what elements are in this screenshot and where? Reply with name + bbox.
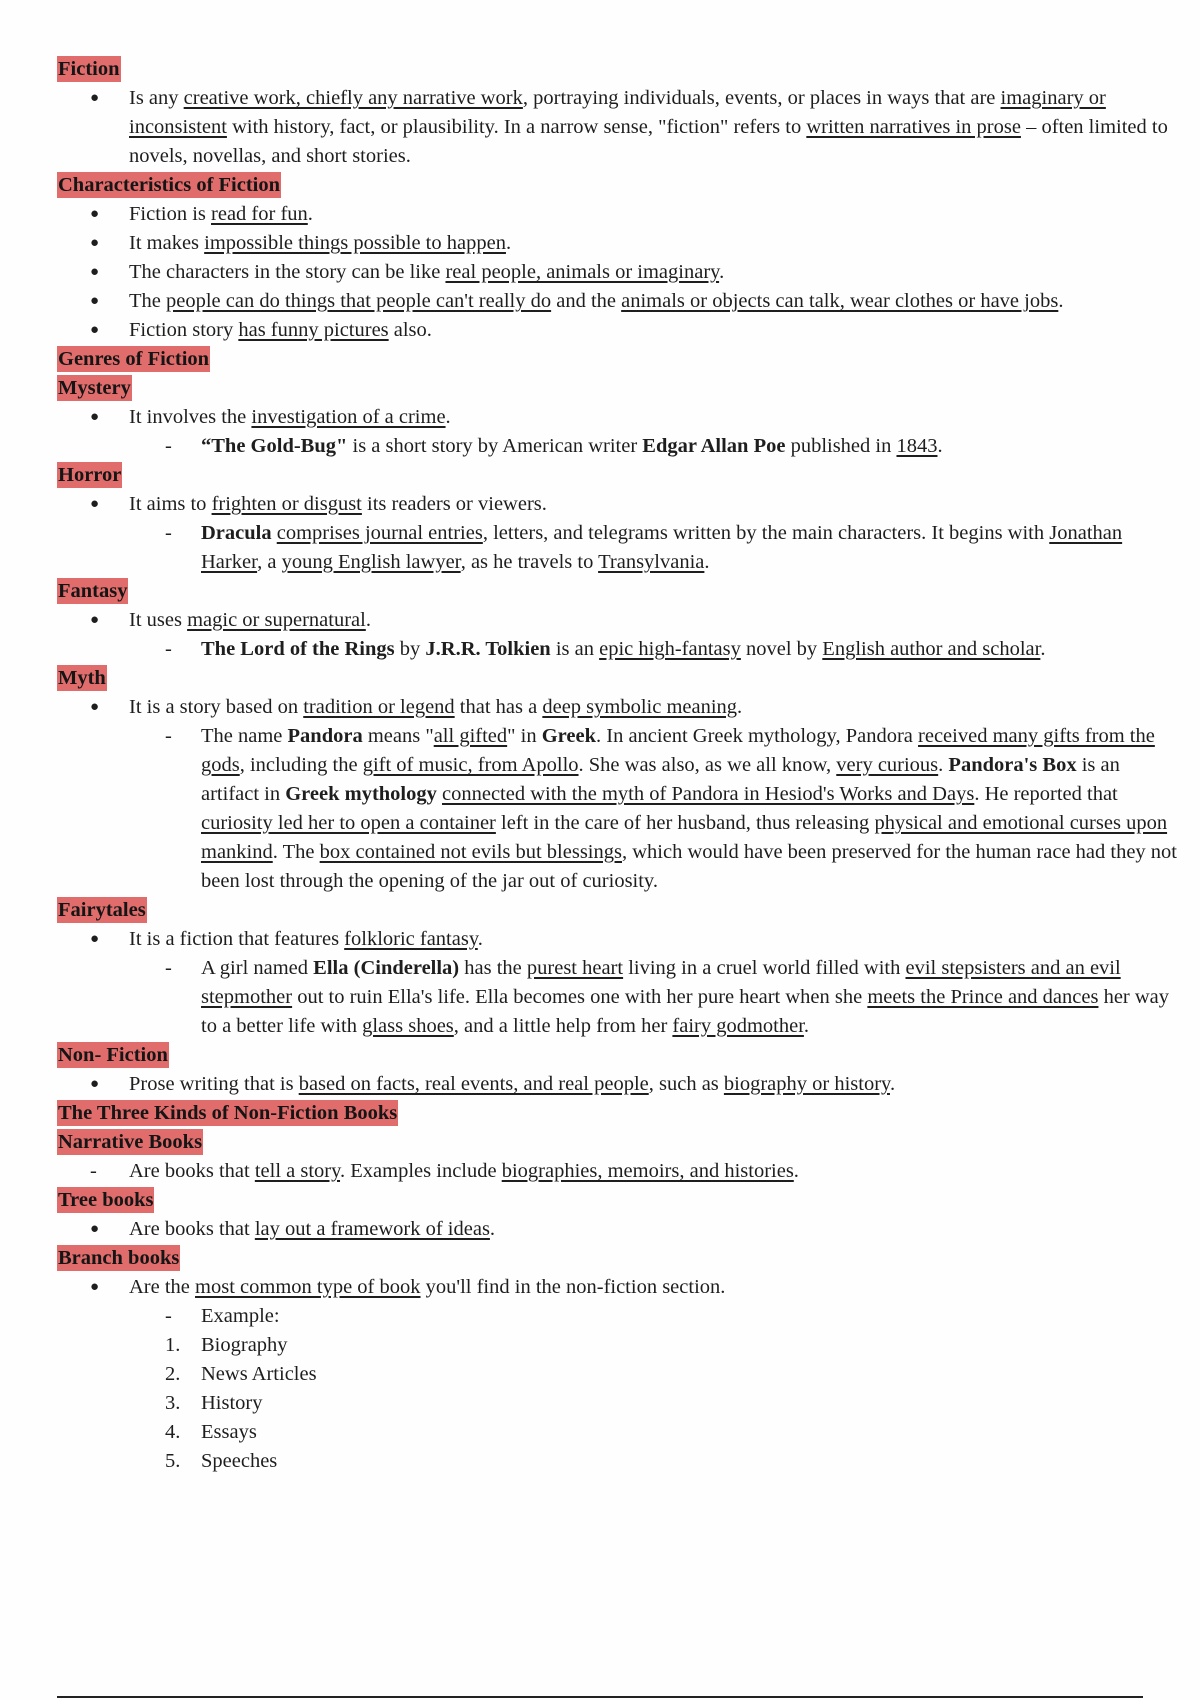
text-run: out to ruin Ella's life. Ella becomes one with her pure heart when she — [292, 986, 868, 1008]
dash-marker: - — [165, 725, 172, 747]
bullet-item — [57, 229, 1177, 258]
sub-item — [57, 954, 1177, 1041]
text-run: has the — [459, 957, 527, 979]
underlined-text: frighten or disgust — [211, 493, 362, 515]
text-run: . — [938, 754, 949, 776]
bullet-marker: ● — [90, 1076, 100, 1092]
text-run: A girl named — [201, 957, 314, 979]
underlined-text: young English lawyer — [281, 551, 461, 573]
underlined-text: 1843 — [896, 435, 938, 457]
text-run: Speeches — [201, 1450, 278, 1472]
dash-marker: - — [90, 1160, 97, 1182]
bullet-marker: ● — [90, 931, 100, 947]
underlined-text: lay out a framework of ideas — [254, 1218, 490, 1240]
bold-text: Dracula — [201, 522, 272, 544]
text-run: Essays — [201, 1421, 257, 1443]
sub-item — [57, 635, 1177, 664]
text-run: left in the care of her husband, thus releasing — [495, 812, 875, 834]
text-run: . She was also, as we all know, — [578, 754, 837, 776]
dash-marker: - — [165, 638, 172, 660]
text-run: also. — [388, 319, 432, 341]
text-run: . — [477, 928, 483, 950]
sub-item — [57, 432, 1177, 461]
heading-row — [57, 1128, 1177, 1157]
numbered-item — [57, 1360, 1177, 1389]
underlined-text: evil stepsisters and an evil stepmother — [201, 957, 1121, 1008]
text-run: . — [803, 1015, 810, 1037]
heading-fiction: Fiction — [58, 58, 120, 80]
text-run: . In ancient Greek mythology, Pandora — [596, 725, 919, 747]
text-run: and the — [551, 290, 622, 312]
underlined-text: has funny pictures — [238, 319, 389, 341]
text-run: . — [445, 406, 451, 428]
heading-row — [57, 345, 1177, 374]
bullet-marker: ● — [90, 206, 100, 222]
bullet-item — [57, 606, 1177, 635]
underlined-text: physical and emotional curses upon mankind — [201, 812, 1168, 863]
list-number: 3. — [165, 1392, 181, 1414]
bullet-marker: ● — [90, 409, 100, 425]
numbered-item — [57, 1389, 1177, 1418]
underlined-text: gift of music, from Apollo — [362, 754, 579, 776]
underlined-text: deep symbolic meaning — [542, 696, 738, 718]
dash-marker: - — [165, 522, 172, 544]
underlined-text: purest heart — [526, 957, 624, 979]
bullet-marker: ● — [90, 699, 100, 715]
text-run: . — [737, 696, 743, 718]
text-run: Example: — [201, 1305, 280, 1327]
text-run: novel by — [740, 638, 823, 660]
text-run: . The — [272, 841, 320, 863]
underlined-text: read for fun — [211, 203, 308, 225]
heading-row — [57, 55, 1177, 84]
heading-row — [57, 1244, 1177, 1273]
text-run: is an — [550, 638, 600, 660]
text-run: , portraying individuals, events, or places in ways that are — [522, 87, 1001, 109]
text-run: by — [394, 638, 426, 660]
dash-marker: - — [165, 1305, 172, 1327]
heading-characteristics: Characteristics of Fiction — [58, 174, 281, 196]
underlined-text: creative work, chiefly any narrative work — [183, 87, 523, 109]
text-run: It aims to — [129, 493, 212, 515]
heading-row — [57, 664, 1177, 693]
heading-fantasy: Fantasy — [58, 580, 128, 602]
text-run: . — [1040, 638, 1046, 660]
underlined-text: investigation of a crime — [251, 406, 446, 428]
underlined-text: most common type of book — [195, 1276, 421, 1298]
text-run: . — [489, 1218, 496, 1240]
text-run: The characters in the story can be like — [129, 261, 446, 283]
text-run: Fiction story — [129, 319, 239, 341]
underlined-text: received many gifts from the gods — [201, 725, 1155, 776]
list-number: 4. — [165, 1421, 181, 1443]
dash-item — [57, 1157, 1177, 1186]
text-run: living in a cruel world filled with — [623, 957, 906, 979]
underlined-text: written narratives in prose — [806, 116, 1021, 138]
text-run: , including the — [239, 754, 363, 776]
text-run: . — [1058, 290, 1064, 312]
bullet-item — [57, 1215, 1177, 1244]
bold-text: J.R.R. Tolkien — [425, 638, 551, 660]
text-run: means " — [362, 725, 434, 747]
text-run: . — [704, 551, 710, 573]
sub-item — [57, 519, 1177, 577]
bullet-marker: ● — [90, 612, 100, 628]
text-run: It makes — [129, 232, 205, 254]
underlined-text: connected with the myth of Pandora in Hesiod's Works and Days — [442, 783, 975, 805]
heading-narrative-books: Narrative Books — [58, 1131, 203, 1153]
underlined-text: glass shoes — [362, 1015, 454, 1037]
text-run: It is a story based on — [129, 696, 304, 718]
text-run: . — [505, 232, 512, 254]
underlined-text: imaginary or inconsistent — [129, 87, 1106, 138]
bullet-item — [57, 1070, 1177, 1099]
heading-row — [57, 577, 1177, 606]
bullet-item — [57, 200, 1177, 229]
heading-tree-books: Tree books — [58, 1189, 154, 1211]
underlined-text: tell a story — [254, 1160, 341, 1182]
underlined-text: English author and scholar — [822, 638, 1041, 660]
bullet-marker: ● — [90, 293, 100, 309]
underlined-text: Transylvania — [598, 551, 705, 573]
text-run: . He reported that — [974, 783, 1118, 805]
text-run: . — [307, 203, 313, 225]
heading-genres: Genres of Fiction — [58, 348, 210, 370]
heading-row — [57, 1186, 1177, 1215]
heading-non-fiction: Non- Fiction — [58, 1044, 168, 1066]
bold-text: Ella (Cinderella) — [313, 957, 460, 979]
heading-row — [57, 1099, 1177, 1128]
bullet-item — [57, 925, 1177, 954]
bold-text: Edgar Allan Poe — [642, 435, 786, 457]
text-run: History — [201, 1392, 263, 1414]
text-run: Biography — [201, 1334, 288, 1356]
heading-fairytales: Fairytales — [58, 899, 146, 921]
text-run: published in — [785, 435, 897, 457]
text-run: , as he travels to — [460, 551, 599, 573]
list-number: 5. — [165, 1450, 181, 1472]
text-run: , which would have been preserved for the human race had they not been lost through the opening of the jar out of curiosity. — [201, 841, 1178, 892]
text-run: , and a little help from her — [453, 1015, 673, 1037]
bullet-marker: ● — [90, 496, 100, 512]
document-body — [57, 55, 1177, 1476]
text-run: Fiction is — [129, 203, 212, 225]
bullet-item — [57, 287, 1177, 316]
text-run: It involves the — [129, 406, 252, 428]
underlined-text: tradition or legend — [303, 696, 455, 718]
bullet-marker: ● — [90, 235, 100, 251]
numbered-item — [57, 1418, 1177, 1447]
text-run: . — [793, 1160, 799, 1182]
text-run: Are books that — [129, 1160, 255, 1182]
text-run: with history, fact, or plausibility. In a narrow sense, "fiction" refers to — [226, 116, 807, 138]
underlined-text: box contained not evils but blessings — [319, 841, 622, 863]
underlined-text: curiosity led her to open a container — [201, 812, 496, 834]
bold-text: Greek mythology — [285, 783, 437, 805]
underlined-text: comprises journal entries — [276, 522, 483, 544]
numbered-item — [57, 1447, 1177, 1476]
heading-horror: Horror — [58, 464, 122, 486]
bullet-marker: ● — [90, 1279, 100, 1295]
heading-three-kinds: The Three Kinds of Non-Fiction Books — [58, 1102, 398, 1124]
bullet-item — [57, 1273, 1177, 1302]
heading-row — [57, 1041, 1177, 1070]
bold-text: Pandora's Box — [948, 754, 1077, 776]
underlined-text: biographies, memoirs, and histories — [501, 1160, 794, 1182]
text-run: Are books that — [129, 1218, 255, 1240]
underlined-text: magic or supernatural — [187, 609, 366, 631]
text-run: Prose writing that is — [129, 1073, 299, 1095]
heading-row — [57, 896, 1177, 925]
heading-mystery: Mystery — [58, 377, 131, 399]
bullet-marker: ● — [90, 322, 100, 338]
underlined-text: animals or objects can talk, wear clothes or have jobs — [621, 290, 1059, 312]
bullet-item — [57, 490, 1177, 519]
heading-row — [57, 461, 1177, 490]
underlined-text: fairy godmother — [672, 1015, 804, 1037]
underlined-text: impossible things possible to happen — [204, 232, 506, 254]
text-run: you'll find in the non-fiction section. — [420, 1276, 726, 1298]
underlined-text: all gifted — [433, 725, 508, 747]
underlined-text: epic high-fantasy — [599, 638, 741, 660]
text-run: is an artifact in — [201, 754, 1120, 805]
bold-text: The Lord of the Rings — [201, 638, 395, 660]
bold-text: “The Gold-Bug" — [201, 435, 348, 457]
bullet-marker: ● — [90, 264, 100, 280]
text-run: , a — [257, 551, 282, 573]
text-run: her way to a better life with — [201, 986, 1170, 1037]
text-run: The — [129, 290, 166, 312]
heading-row — [57, 171, 1177, 200]
underlined-text: Jonathan Harker — [201, 522, 1123, 573]
bold-text: Pandora — [287, 725, 363, 747]
text-run: its readers or viewers. — [361, 493, 547, 515]
underlined-text: meets the Prince and dances — [867, 986, 1099, 1008]
text-run: , such as — [648, 1073, 724, 1095]
fiction-definition — [57, 84, 1177, 171]
text-run: It is a fiction that features — [129, 928, 345, 950]
list-number: 1. — [165, 1334, 181, 1356]
text-run: is a short story by American writer — [347, 435, 643, 457]
text-run: – often limited to novels, novellas, and short stories. — [129, 116, 1168, 167]
text-run: . — [365, 609, 371, 631]
bullet-item — [57, 403, 1177, 432]
bullet-marker: ● — [90, 90, 100, 106]
text-run: " in — [507, 725, 542, 747]
text-run: It uses — [129, 609, 188, 631]
text-run: . — [889, 1073, 896, 1095]
sub-item — [57, 1302, 1177, 1331]
bold-text: Greek — [541, 725, 596, 747]
text-run: that has a — [454, 696, 543, 718]
text-run: The name — [201, 725, 288, 747]
sub-item — [57, 722, 1177, 896]
numbered-item — [57, 1331, 1177, 1360]
underlined-text: people can do things that people can't really do — [166, 290, 552, 312]
heading-myth: Myth — [58, 667, 106, 689]
text-run: . — [719, 261, 725, 283]
underlined-text: real people, animals or imaginary — [445, 261, 720, 283]
text-run: Is any — [129, 87, 184, 109]
bullet-item — [57, 316, 1177, 345]
bullet-item — [57, 693, 1177, 722]
bullet-marker: ● — [90, 1221, 100, 1237]
text-run: , letters, and telegrams written by the main characters. It begins with — [482, 522, 1050, 544]
underlined-text: very curious — [836, 754, 939, 776]
text-run: . Examples include — [340, 1160, 502, 1182]
bullet-item — [57, 258, 1177, 287]
underlined-text: folkloric fantasy — [344, 928, 478, 950]
text-run: Are the — [129, 1276, 196, 1298]
text-run: News Articles — [201, 1363, 317, 1385]
underlined-text: biography or history — [723, 1073, 890, 1095]
text-run: . — [937, 435, 943, 457]
heading-branch-books: Branch books — [58, 1247, 180, 1269]
page-divider — [57, 1696, 1143, 1698]
underlined-text: based on facts, real events, and real people — [298, 1073, 649, 1095]
dash-marker: - — [165, 435, 172, 457]
list-number: 2. — [165, 1363, 181, 1385]
heading-row — [57, 374, 1177, 403]
dash-marker: - — [165, 957, 172, 979]
